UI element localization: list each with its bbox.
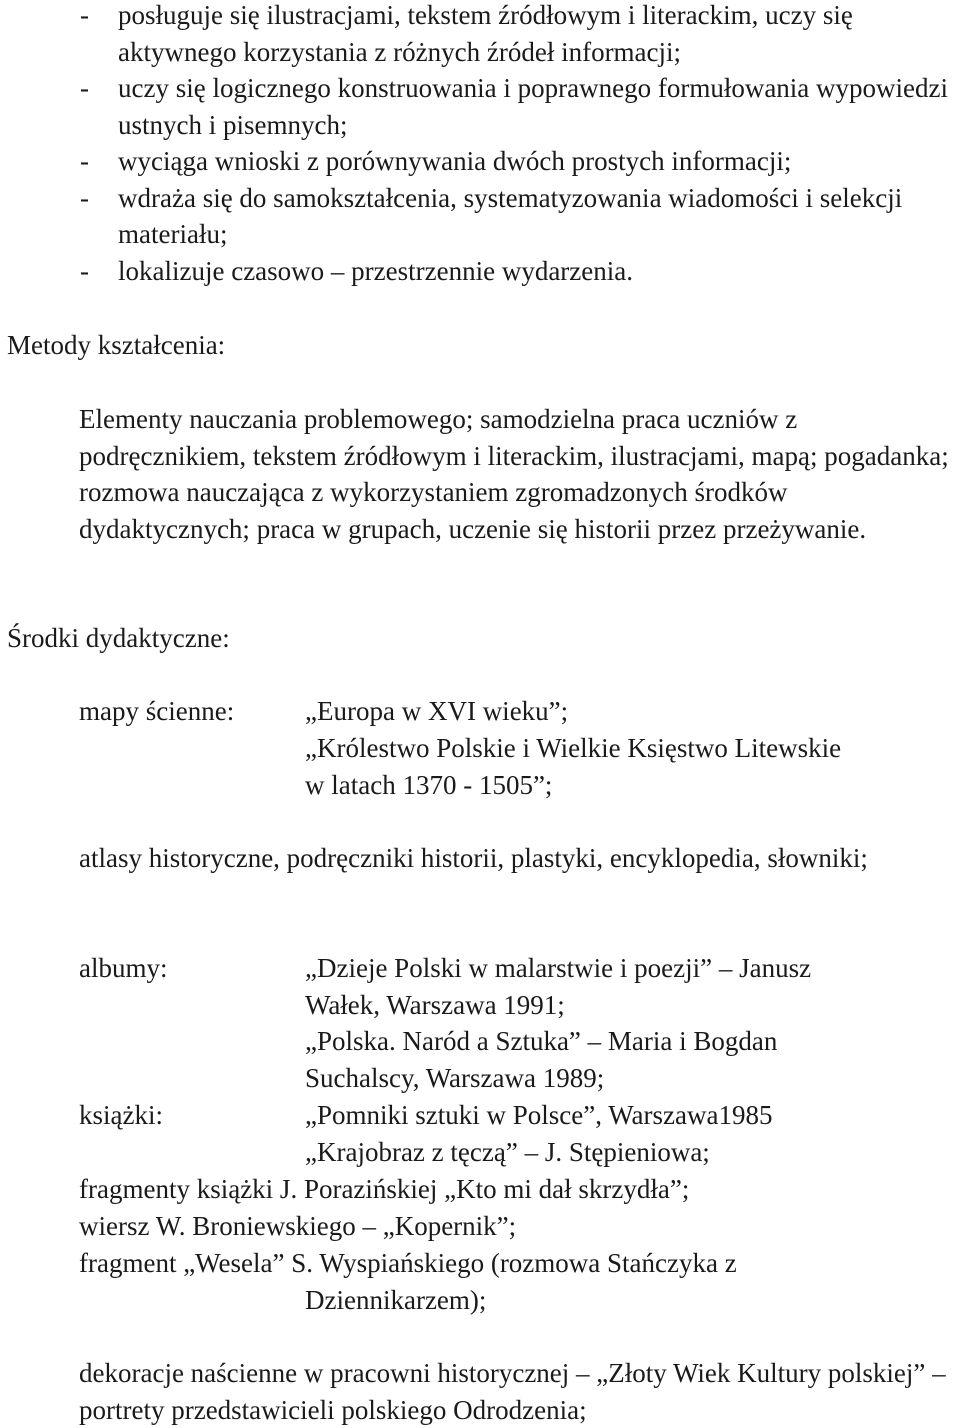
fragment-text: fragmenty książki J. Porazińskiej „Kto mi dał skrzydła”; [79, 1174, 690, 1204]
list-item [0, 0, 960, 70]
books-label: książki: [79, 1100, 163, 1130]
skill-text: uczy się logicznego konstruowania i poprawnego formułowania wypowiedzi ustnych i pisemnych; [118, 73, 949, 140]
list-item [0, 180, 960, 253]
album-entry: Suchalscy, Warszawa 1989; [305, 1063, 605, 1093]
bullet-dash: - [80, 255, 89, 286]
resources-heading: Środki dydaktyczne: [7, 623, 230, 653]
fragment-text-continued: Dziennikarzem); [305, 1285, 487, 1315]
book-entry: „Krajobraz z tęczą” – J. Stępieniowa; [305, 1137, 710, 1167]
list-item [0, 143, 960, 180]
album-entry: Wałek, Warszawa 1991; [305, 990, 565, 1020]
bullet-dash: - [80, 73, 89, 103]
bullet-dash: - [80, 0, 89, 30]
album-entry: „Dzieje Polski w malarstwie i poezji” – Janusz [305, 953, 812, 983]
list-item [0, 253, 960, 290]
atlases-text: atlasy historyczne, podręczniki historii, plastyki, encyklopedia, słowniki; [79, 843, 868, 873]
albums-label: albumy: [79, 953, 168, 983]
methods-heading: Metody kształcenia: [7, 330, 226, 360]
book-entry: „Pomniki sztuki w Polsce”, Warszawa1985 [305, 1100, 773, 1130]
album-entry: „Polska. Naród a Sztuka” – Maria i Bogdan [305, 1026, 778, 1056]
fragment-text: fragment „Wesela” S. Wyspiańskiego (rozmowa Stańczyka z [79, 1248, 737, 1278]
bullet-dash: - [80, 146, 89, 176]
methods-text: Elementy nauczania problemowego; samodzielna praca uczniów z podręcznikiem, tekstem źródłowym i literackim, ilustracjami, mapą; pogadanka; rozmowa nauczająca z wykorzystaniem zgromadzonych środków dydaktycznych; praca w grupach, uczenie się historii przez przeżywanie. [79, 404, 949, 544]
skill-text: lokalizuje czasowo – przestrzennie wydarzenia. [118, 255, 634, 286]
bullet-dash: - [80, 182, 89, 213]
poem-text: wiersz W. Broniewskiego – „Kopernik”; [79, 1211, 517, 1241]
skill-text: posługuje się ilustracjami, tekstem źródłowym i literackim, uczy się aktywnego korzystania z różnych źródeł informacji; [118, 0, 853, 67]
skills-list [0, 0, 960, 289]
map-entry: w latach 1370 - 1505”; [305, 770, 553, 800]
list-item [0, 70, 960, 143]
decorations-text: dekoracje naścienne w pracowni historycznej – „Złoty Wiek Kultury polskiej” – portrety przedstawicieli polskiego Odrodzenia; [79, 1358, 946, 1425]
skill-text: wdraża się do samokształcenia, systematyzowania wiadomości i selekcji materiału; [118, 182, 903, 249]
skill-text: wyciąga wnioski z porównywania dwóch prostych informacji; [118, 146, 792, 176]
map-entry: „Europa w XVI wieku”; [305, 696, 569, 726]
map-entry: „Królestwo Polskie i Wielkie Księstwo Litewskie [305, 733, 842, 763]
maps-label: mapy ścienne: [79, 696, 235, 726]
